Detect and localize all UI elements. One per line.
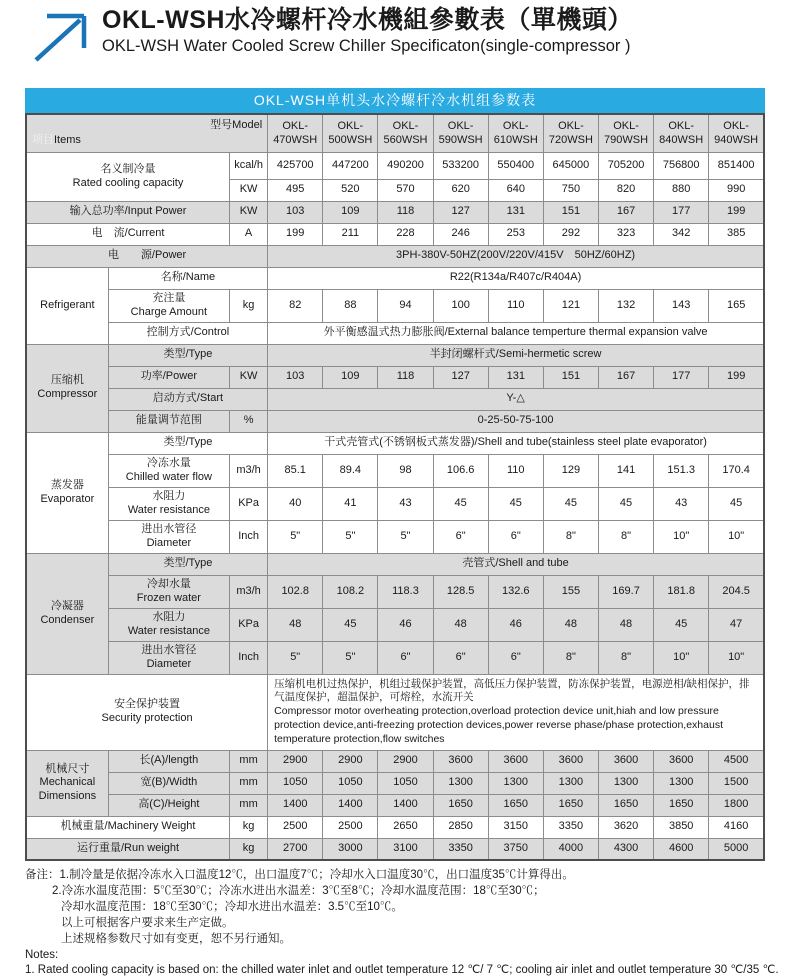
unit-cell: Inch [230, 641, 268, 674]
footnotes [25, 868, 790, 979]
group-label-condenser: 冷凝器 Condenser [26, 553, 108, 674]
value-cell: 48 [598, 608, 653, 641]
value-cell: 110 [488, 454, 543, 487]
row-label: 类型/Type [108, 344, 267, 366]
value-cell: 3350 [543, 816, 598, 838]
value-cell: 170.4 [709, 454, 764, 487]
items-label-zh: 项目 [32, 133, 54, 146]
value-cell: 640 [488, 179, 543, 201]
unit-cell: kcal/h [230, 152, 268, 179]
value-cell: 5" [323, 641, 378, 674]
value-cell: 2900 [268, 750, 323, 772]
value-cell: 323 [598, 223, 653, 245]
value-cell: 10" [709, 520, 764, 553]
unit-cell: KPa [230, 487, 268, 520]
row-label: 类型/Type [108, 553, 267, 575]
value-cell: 1050 [323, 772, 378, 794]
value-cell: 1300 [488, 772, 543, 794]
table-header-row [26, 114, 764, 152]
row-label: 高(C)/Height [108, 794, 229, 816]
value-cell: 155 [543, 575, 598, 608]
row-label: 电 源/Power [26, 245, 268, 267]
value-cell: 533200 [433, 152, 488, 179]
value-cell: 46 [488, 608, 543, 641]
value-cell: 181.8 [654, 575, 709, 608]
note-line: 冷却水温度范围：18℃至30℃；冷却水进出水温差：3.5℃至10℃。 [61, 901, 403, 914]
value-cell: 246 [433, 223, 488, 245]
value-cell: 342 [654, 223, 709, 245]
value-cell: 1400 [323, 794, 378, 816]
value-cell: 82 [268, 289, 323, 322]
value-cell: 990 [709, 179, 764, 201]
model-header: OKL- 940WSH [709, 114, 764, 152]
model-header-label: 型号Model [210, 119, 263, 131]
value-cell: 102.8 [268, 575, 323, 608]
value-cell: 5" [323, 520, 378, 553]
value-cell: 3150 [488, 816, 543, 838]
note-line: 备注：1.制冷量是依据冷冻水入口温度12℃，出口温度7℃；冷却水入口温度30℃，出口温度35℃计算得出。 [25, 869, 574, 882]
value-cell: 1300 [433, 772, 488, 794]
row-label: 进出水管径 Diameter [108, 520, 229, 553]
value-cell: 10" [709, 641, 764, 674]
value-cell: 3000 [323, 838, 378, 860]
value-cell: 5" [268, 641, 323, 674]
table-banner: OKL-WSH单机头水冷螺杆冷水机组参数表 [25, 88, 765, 113]
value-cell: 169.7 [598, 575, 653, 608]
row-condenser-type [26, 553, 764, 575]
value-cell: 4160 [709, 816, 764, 838]
row-refrigerant-control [26, 322, 764, 344]
value-cell: 177 [654, 201, 709, 223]
value-cell: 167 [598, 366, 653, 388]
value-cell: 1300 [598, 772, 653, 794]
row-label: 进出水管径 Diameter [108, 641, 229, 674]
value-cell: 8" [598, 520, 653, 553]
value-cell: 5" [378, 520, 433, 553]
value-cell: 132.6 [488, 575, 543, 608]
value-cell: 199 [709, 366, 764, 388]
value-cell: 94 [378, 289, 433, 322]
value-cell: 5" [268, 520, 323, 553]
value-cell: 820 [598, 179, 653, 201]
value-cell: 851400 [709, 152, 764, 179]
page-title-en: OKL-WSH Water Cooled Screw Chiller Specificaton(single-compressor ) [102, 36, 631, 55]
value-cell: 48 [268, 608, 323, 641]
security-text-en: Compressor motor overheating protection,overload protection device unit,hiah and low pressure protection device,anti-freezing protection devices,power reverse phase/phase protection,exhaust temperature protection,flow switches [274, 705, 723, 745]
specification-table [25, 113, 765, 861]
value-cell: 143 [654, 289, 709, 322]
unit-cell: KW [230, 201, 268, 223]
row-compressor-power [26, 366, 764, 388]
value-cell: 1500 [709, 772, 764, 794]
value-cell: 6" [433, 520, 488, 553]
value-cell: 103 [268, 366, 323, 388]
value-cell: 385 [709, 223, 764, 245]
value-cell: 151.3 [654, 454, 709, 487]
value-cell: 2900 [378, 750, 433, 772]
row-label: 电 流/Current [26, 223, 230, 245]
value-cell: 211 [323, 223, 378, 245]
value-cell: 43 [378, 487, 433, 520]
value-cell: 199 [709, 201, 764, 223]
value-cell: 2900 [323, 750, 378, 772]
value-cell: 1650 [543, 794, 598, 816]
value-cell: 4000 [543, 838, 598, 860]
value-cell: 40 [268, 487, 323, 520]
row-label: 能量调节范围 [108, 410, 229, 432]
unit-cell: kg [230, 289, 268, 322]
value-cell: 8" [598, 641, 653, 674]
row-label: 宽(B)/Width [108, 772, 229, 794]
row-refrigerant-name [26, 267, 764, 289]
unit-cell: KW [230, 179, 268, 201]
security-text-zh: 压缩机电机过热保护，机组过载保护装置，高低压力保护装置，防冻保护装置，电源逆相/缺相保护，排气温度保护，超温保护，可熔栓，水流开关 [274, 677, 750, 704]
value-cell: 447200 [323, 152, 378, 179]
value-cell: 3750 [488, 838, 543, 860]
value-cell: 88 [323, 289, 378, 322]
value-cell: 3600 [488, 750, 543, 772]
value-cell: 89.4 [323, 454, 378, 487]
value-cell: 43 [654, 487, 709, 520]
value-cell: 6" [433, 641, 488, 674]
value-cell: 750 [543, 179, 598, 201]
row-machinery-weight [26, 816, 764, 838]
value-cell: 6" [488, 520, 543, 553]
row-condenser-resistance [26, 608, 764, 641]
value-cell: 118 [378, 201, 433, 223]
value-cell: 3100 [378, 838, 433, 860]
value-cell: 8" [543, 520, 598, 553]
unit-cell: mm [230, 794, 268, 816]
row-current [26, 223, 764, 245]
value-cell: 2500 [323, 816, 378, 838]
value-cell: 47 [709, 608, 764, 641]
value-cell: 490200 [378, 152, 433, 179]
row-label: 控制方式/Control [108, 322, 267, 344]
row-label: 充注量 Charge Amount [108, 289, 229, 322]
value-cell: 103 [268, 201, 323, 223]
value-cell: 151 [543, 201, 598, 223]
model-header: OKL- 610WSH [488, 114, 543, 152]
value-cell: 48 [543, 608, 598, 641]
value-cell: 10" [654, 641, 709, 674]
security-value-cell [268, 674, 764, 750]
value-cell: 1650 [433, 794, 488, 816]
value-cell: 2850 [433, 816, 488, 838]
value-cell: 1050 [268, 772, 323, 794]
value-cell: 1400 [378, 794, 433, 816]
row-refrigerant-charge [26, 289, 764, 322]
value-cell: 1650 [488, 794, 543, 816]
model-header: OKL- 470WSH [268, 114, 323, 152]
note-line: 上述规格参数尺寸如有变更，恕不另行通知。 [61, 932, 291, 945]
value-cell: 6" [488, 641, 543, 674]
value-cell: 45 [598, 487, 653, 520]
value-cell: 118.3 [378, 575, 433, 608]
value-cell: 45 [654, 608, 709, 641]
value-cell: 3620 [598, 816, 653, 838]
row-label: 启动方式/Start [108, 388, 267, 410]
value-cell: 495 [268, 179, 323, 201]
row-label-security: 安全保护装置 Security protection [26, 674, 268, 750]
row-label: 输入总功率/Input Power [26, 201, 230, 223]
value-cell: 1800 [709, 794, 764, 816]
unit-cell: mm [230, 750, 268, 772]
page-title-zh: OKL-WSH水冷螺杆冷水機組參數表（單機頭） [102, 6, 633, 34]
value-cell: 131 [488, 366, 543, 388]
span-value-cell: 3PH-380V-50HZ(200V/220V/415V 50HZ/60HZ) [268, 245, 764, 267]
row-evaporator-flow [26, 454, 764, 487]
value-cell: 110 [488, 289, 543, 322]
row-compressor-energy [26, 410, 764, 432]
value-cell: 45 [323, 608, 378, 641]
value-cell: 45 [543, 487, 598, 520]
model-header: OKL- 790WSH [598, 114, 653, 152]
corner-cell [26, 114, 268, 152]
value-cell: 48 [433, 608, 488, 641]
row-evaporator-diameter [26, 520, 764, 553]
value-cell: 425700 [268, 152, 323, 179]
row-label: 水阻力 Water resistance [108, 608, 229, 641]
row-condenser-flow [26, 575, 764, 608]
value-cell: 46 [378, 608, 433, 641]
value-cell: 2700 [268, 838, 323, 860]
row-input-power [26, 201, 764, 223]
value-cell: 3850 [654, 816, 709, 838]
items-label-en: Items [54, 133, 81, 146]
value-cell: 4300 [598, 838, 653, 860]
span-value-cell: R22(R134a/R407c/R404A) [268, 267, 764, 289]
value-cell: 131 [488, 201, 543, 223]
value-cell: 128.5 [433, 575, 488, 608]
value-cell: 3600 [543, 750, 598, 772]
row-dimension-width [26, 772, 764, 794]
value-cell: 550400 [488, 152, 543, 179]
unit-cell: KW [230, 366, 268, 388]
unit-cell: KPa [230, 608, 268, 641]
value-cell: 3600 [654, 750, 709, 772]
value-cell: 2650 [378, 816, 433, 838]
value-cell: 880 [654, 179, 709, 201]
value-cell: 45 [709, 487, 764, 520]
row-label: 名称/Name [108, 267, 267, 289]
value-cell: 3350 [433, 838, 488, 860]
model-header: OKL- 840WSH [654, 114, 709, 152]
span-value-cell: 外平衡感温式热力膨胀阀/External balance temperture thermal expansion valve [268, 322, 764, 344]
value-cell: 204.5 [709, 575, 764, 608]
value-cell: 109 [323, 201, 378, 223]
value-cell: 705200 [598, 152, 653, 179]
value-cell: 106.6 [433, 454, 488, 487]
value-cell: 228 [378, 223, 433, 245]
row-label-capacity: 名义制冷量 Rated cooling capacity [26, 152, 230, 201]
row-compressor-type [26, 344, 764, 366]
row-condenser-diameter [26, 641, 764, 674]
row-power-supply [26, 245, 764, 267]
value-cell: 8" [543, 641, 598, 674]
unit-cell: % [230, 410, 268, 432]
group-label-evaporator: 蒸发器 Evaporator [26, 432, 108, 553]
document-header [0, 0, 790, 88]
value-cell: 570 [378, 179, 433, 201]
value-cell: 3600 [433, 750, 488, 772]
value-cell: 1650 [654, 794, 709, 816]
span-value-cell: Y-△ [268, 388, 764, 410]
value-cell: 108.2 [323, 575, 378, 608]
row-label: 功率/Power [108, 366, 229, 388]
row-label: 运行重量/Run weight [26, 838, 230, 860]
value-cell: 1050 [378, 772, 433, 794]
span-value-cell: 0-25-50-75-100 [268, 410, 764, 432]
model-header: OKL- 590WSH [433, 114, 488, 152]
model-header: OKL- 560WSH [378, 114, 433, 152]
group-label-compressor: 压缩机 Compressor [26, 344, 108, 432]
value-cell: 4600 [654, 838, 709, 860]
value-cell: 151 [543, 366, 598, 388]
value-cell: 98 [378, 454, 433, 487]
value-cell: 165 [709, 289, 764, 322]
value-cell: 127 [433, 201, 488, 223]
model-header: OKL- 720WSH [543, 114, 598, 152]
value-cell: 4500 [709, 750, 764, 772]
value-cell: 292 [543, 223, 598, 245]
span-value-cell: 壳管式/Shell and tube [268, 553, 764, 575]
group-label-refrigerant: Refrigerant [26, 267, 108, 344]
unit-cell: Inch [230, 520, 268, 553]
row-label: 类型/Type [108, 432, 267, 454]
row-label: 机械重量/Machinery Weight [26, 816, 230, 838]
span-value-cell: 干式壳管式(不锈钢板式蒸发器)/Shell and tube(stainless steel plate evaporator) [268, 432, 764, 454]
unit-cell: kg [230, 838, 268, 860]
value-cell: 45 [488, 487, 543, 520]
value-cell: 1300 [654, 772, 709, 794]
value-cell: 3600 [598, 750, 653, 772]
value-cell: 253 [488, 223, 543, 245]
row-run-weight [26, 838, 764, 860]
value-cell: 132 [598, 289, 653, 322]
row-label: 冷冻水量 Chilled water flow [108, 454, 229, 487]
value-cell: 5000 [709, 838, 764, 860]
value-cell: 167 [598, 201, 653, 223]
unit-cell: A [230, 223, 268, 245]
value-cell: 756800 [654, 152, 709, 179]
unit-cell: m3/h [230, 454, 268, 487]
note-line: 1. Rated cooling capacity is based on: the chilled water inlet and outlet temperature 12 ℃/ 7 ℃; cooling air inlet and outlet temperature 30 ℃/35 ℃. [25, 964, 779, 977]
value-cell: 177 [654, 366, 709, 388]
row-label: 水阻力 Water resistance [108, 487, 229, 520]
brand-arrow-icon [30, 8, 94, 66]
note-line: 以上可根据客户要求来生产定做。 [61, 916, 234, 929]
row-evaporator-type [26, 432, 764, 454]
value-cell: 6" [378, 641, 433, 674]
value-cell: 118 [378, 366, 433, 388]
value-cell: 45 [433, 487, 488, 520]
unit-cell: kg [230, 816, 268, 838]
value-cell: 199 [268, 223, 323, 245]
model-header: OKL- 500WSH [323, 114, 378, 152]
row-security-protection [26, 674, 764, 750]
value-cell: 620 [433, 179, 488, 201]
row-evaporator-resistance [26, 487, 764, 520]
unit-cell: m3/h [230, 575, 268, 608]
note-line: 2.冷冻水温度范围：5℃至30℃；冷冻水进出水温差：3℃至8℃；冷却水温度范围：18℃至30℃； [52, 885, 545, 898]
group-label-dimensions: 机械尺寸 Mechanical Dimensions [26, 750, 108, 816]
row-capacity-kcal [26, 152, 764, 179]
value-cell: 1400 [268, 794, 323, 816]
value-cell: 10" [654, 520, 709, 553]
value-cell: 100 [433, 289, 488, 322]
row-dimension-height [26, 794, 764, 816]
value-cell: 1300 [543, 772, 598, 794]
row-dimension-length [26, 750, 764, 772]
unit-cell: mm [230, 772, 268, 794]
value-cell: 109 [323, 366, 378, 388]
value-cell: 121 [543, 289, 598, 322]
span-value-cell: 半封闭螺杆式/Semi-hermetic screw [268, 344, 764, 366]
value-cell: 127 [433, 366, 488, 388]
value-cell: 520 [323, 179, 378, 201]
row-label: 长(A)/length [108, 750, 229, 772]
note-line: Notes: [25, 948, 59, 961]
value-cell: 85.1 [268, 454, 323, 487]
row-compressor-start [26, 388, 764, 410]
value-cell: 2500 [268, 816, 323, 838]
value-cell: 1650 [598, 794, 653, 816]
items-header-label [32, 134, 81, 148]
value-cell: 41 [323, 487, 378, 520]
title-block [102, 6, 633, 56]
value-cell: 141 [598, 454, 653, 487]
value-cell: 645000 [543, 152, 598, 179]
value-cell: 129 [543, 454, 598, 487]
row-label: 冷却水量 Frozen water [108, 575, 229, 608]
